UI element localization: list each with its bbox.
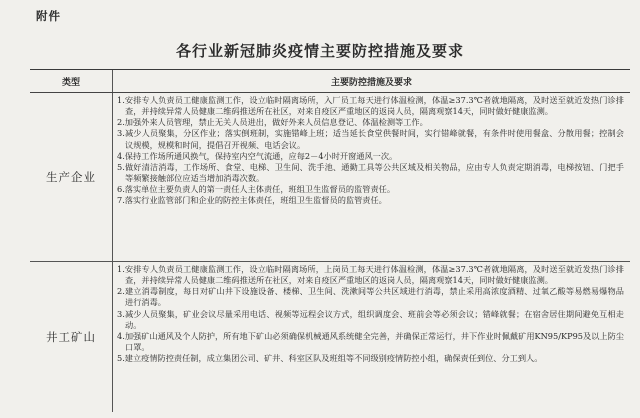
row-category: 井工矿山 (30, 262, 113, 412)
row-measures (113, 262, 630, 412)
measure-item: 1.安排专人负责员工健康监测工作，设立临时隔离场所，入厂员工每天进行体温检测，体温≥37.3℃者就地隔离，及时送至就近发热门诊排查，并持续异常人员健康二维码推送所在社区，对来自疫区严重地区的返岗人员，隔离观察14天，同时做好健康监测。 (117, 95, 624, 117)
table-row (30, 262, 630, 412)
attachment-label: 附件 (36, 9, 61, 23)
row-category: 生产企业 (30, 93, 113, 261)
column-header-type: 类型 (30, 70, 113, 92)
measure-item: 7.落实行业监管部门和企业的防控主体责任，班组卫生监督员的监管责任。 (117, 195, 387, 206)
measure-item: 6.落实单位主要负责人的第一责任人主体责任，班组卫生监督员的监管责任。 (117, 184, 396, 195)
measure-item: 3.减少人员聚集，矿业会议尽量采用电话、视频等远程会议方式，组织调度会、班前会等必须会议；错峰就餐；在宿舍居住期间避免互相走动。 (117, 308, 624, 330)
document-title: 各行业新冠肺炎疫情主要防控措施及要求 (175, 42, 464, 60)
table-header (30, 70, 630, 93)
measure-item: 2.加强外来人员管理，禁止无关人员进出，做好外来人员信息登记、体温检测等工作。 (117, 117, 428, 128)
measure-item: 4.保持工作场所通风换气，保持室内空气流通，应每2－4小时开窗通风一次。 (117, 150, 398, 161)
table-row (30, 93, 630, 262)
measure-item: 5.建立疫情防控责任制，成立集团公司、矿井、科室区队及班组等不同级别疫情防控小组，确保责任到位、分工到人。 (117, 353, 543, 364)
measures-table (30, 69, 630, 412)
measure-item: 2.建立消毒制度，每日对矿山井下设施设备、楼梯、卫生间、洗漱间等公共区域进行消毒，禁止采用高浓度酒精、过氧乙酸等易燃易爆物品进行消毒。 (117, 286, 624, 308)
measure-item: 1.安排专人负责员工健康监测工作，设立临时隔离场所，上岗员工每天进行体温检测，体温≥37.3℃者就地隔离，及时送至就近发热门诊排查，并持续异常人员健康二维码推送所在社区，对来自疫区严重地区的返岗人员，隔离观察14天，同时做好健康监测。 (117, 264, 624, 286)
row-measures (113, 93, 630, 261)
measure-item: 4.加强矿山通风及个人防护，所有地下矿山必须确保机械通风系统健全完善，并确保正常运行，井下作业时佩戴矿用KN95/KP95及以上防尘口罩。 (117, 330, 624, 353)
column-header-measures: 主要防控措施及要求 (330, 77, 412, 88)
measure-item: 3.减少人员聚集，分区作业；落实倒班制，实施错峰上班；适当延长食堂供餐时间，实行错峰就餐，有条件时使用餐盒、分散用餐；控制会议规模，规模和时间，提倡召开视频、电话会议。 (117, 128, 624, 150)
measure-item: 5.做好清洁消毒，工作场所、食堂、电梯、卫生间、洗手池、通勤工具等公共区域及相关物品，应由专人负责定期消毒，电梯按钮、门把手等频繁接触部位应适当增加消毒次数。 (117, 161, 624, 184)
